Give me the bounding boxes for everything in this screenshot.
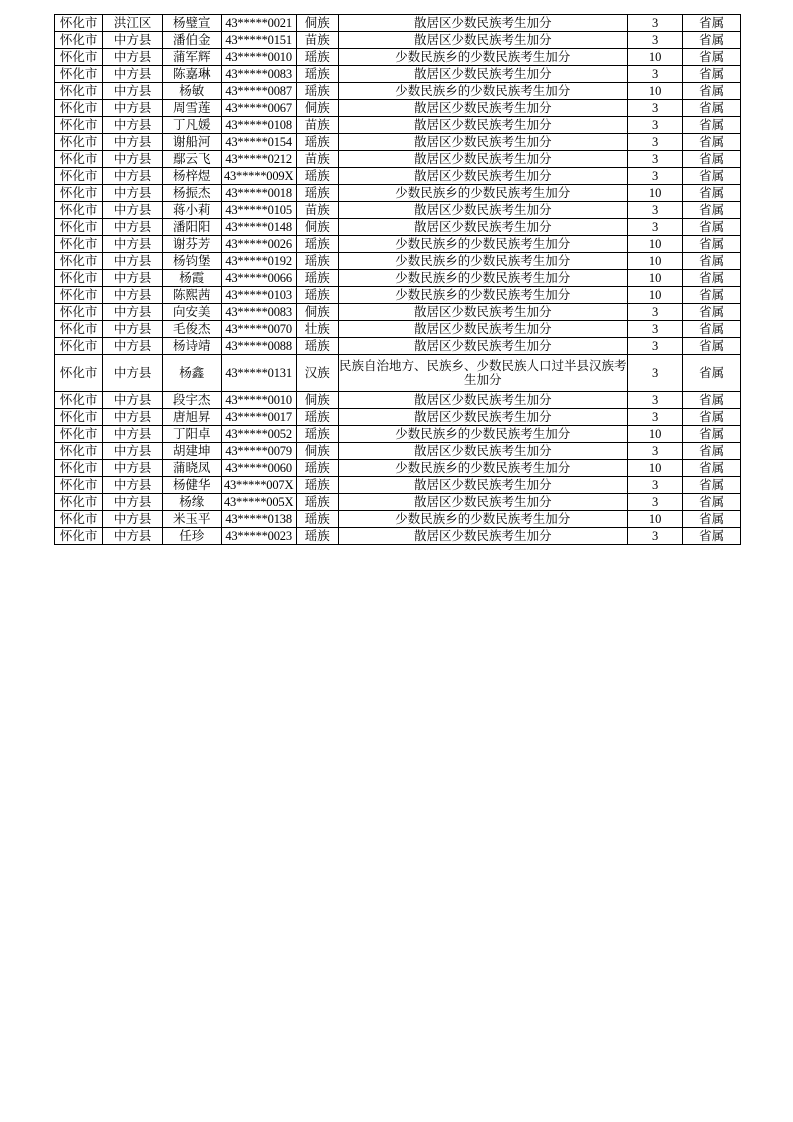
cell-id: 43*****0067 <box>221 100 296 117</box>
cell-id: 43*****0212 <box>221 151 296 168</box>
cell-county: 中方县 <box>103 528 163 545</box>
cell-name: 谢芬芳 <box>162 236 221 253</box>
candidate-bonus-table <box>54 14 741 545</box>
table-row <box>55 409 741 426</box>
cell-ethnicity: 瑶族 <box>296 83 338 100</box>
cell-level: 省属 <box>683 117 741 134</box>
cell-points: 10 <box>627 83 683 100</box>
cell-name: 杨鑫 <box>162 355 221 392</box>
table-row <box>55 185 741 202</box>
cell-id: 43*****0017 <box>221 409 296 426</box>
cell-ethnicity: 苗族 <box>296 151 338 168</box>
cell-city: 怀化市 <box>55 426 103 443</box>
cell-level: 省属 <box>683 477 741 494</box>
cell-points: 10 <box>627 287 683 304</box>
cell-reason: 少数民族乡的少数民族考生加分 <box>338 83 627 100</box>
cell-county: 中方县 <box>103 83 163 100</box>
cell-city: 怀化市 <box>55 202 103 219</box>
cell-reason: 散居区少数民族考生加分 <box>338 151 627 168</box>
cell-level: 省属 <box>683 355 741 392</box>
cell-level: 省属 <box>683 100 741 117</box>
cell-level: 省属 <box>683 443 741 460</box>
cell-city: 怀化市 <box>55 460 103 477</box>
cell-points: 3 <box>627 100 683 117</box>
cell-name: 陈熙茜 <box>162 287 221 304</box>
cell-points: 3 <box>627 392 683 409</box>
cell-id: 43*****0010 <box>221 49 296 66</box>
cell-city: 怀化市 <box>55 134 103 151</box>
table-row <box>55 443 741 460</box>
cell-city: 怀化市 <box>55 253 103 270</box>
cell-points: 3 <box>627 338 683 355</box>
cell-county: 中方县 <box>103 117 163 134</box>
cell-level: 省属 <box>683 219 741 236</box>
table-row <box>55 168 741 185</box>
table-row <box>55 460 741 477</box>
cell-reason: 散居区少数民族考生加分 <box>338 409 627 426</box>
table-row <box>55 511 741 528</box>
cell-points: 3 <box>627 528 683 545</box>
cell-city: 怀化市 <box>55 355 103 392</box>
cell-ethnicity: 侗族 <box>296 392 338 409</box>
table-row <box>55 477 741 494</box>
cell-level: 省属 <box>683 511 741 528</box>
cell-reason: 散居区少数民族考生加分 <box>338 392 627 409</box>
cell-level: 省属 <box>683 134 741 151</box>
cell-level: 省属 <box>683 151 741 168</box>
cell-county: 中方县 <box>103 253 163 270</box>
cell-county: 中方县 <box>103 185 163 202</box>
cell-points: 3 <box>627 219 683 236</box>
cell-level: 省属 <box>683 253 741 270</box>
cell-id: 43*****0010 <box>221 392 296 409</box>
table-row <box>55 253 741 270</box>
cell-county: 中方县 <box>103 443 163 460</box>
cell-name: 任珍 <box>162 528 221 545</box>
table-row <box>55 426 741 443</box>
cell-county: 洪江区 <box>103 15 163 32</box>
cell-id: 43*****0151 <box>221 32 296 49</box>
cell-level: 省属 <box>683 528 741 545</box>
cell-city: 怀化市 <box>55 270 103 287</box>
cell-city: 怀化市 <box>55 168 103 185</box>
cell-city: 怀化市 <box>55 304 103 321</box>
cell-name: 杨璧宣 <box>162 15 221 32</box>
cell-ethnicity: 瑶族 <box>296 49 338 66</box>
cell-id: 43*****0023 <box>221 528 296 545</box>
cell-city: 怀化市 <box>55 83 103 100</box>
table-row <box>55 151 741 168</box>
cell-reason: 散居区少数民族考生加分 <box>338 321 627 338</box>
cell-reason: 少数民族乡的少数民族考生加分 <box>338 185 627 202</box>
cell-id: 43*****0131 <box>221 355 296 392</box>
cell-reason: 散居区少数民族考生加分 <box>338 66 627 83</box>
cell-id: 43*****0079 <box>221 443 296 460</box>
cell-ethnicity: 瑶族 <box>296 168 338 185</box>
cell-level: 省属 <box>683 321 741 338</box>
cell-reason: 少数民族乡的少数民族考生加分 <box>338 270 627 287</box>
cell-points: 3 <box>627 202 683 219</box>
cell-county: 中方县 <box>103 338 163 355</box>
cell-name: 鄢云飞 <box>162 151 221 168</box>
cell-city: 怀化市 <box>55 392 103 409</box>
cell-points: 3 <box>627 443 683 460</box>
cell-name: 毛俊杰 <box>162 321 221 338</box>
cell-city: 怀化市 <box>55 338 103 355</box>
cell-reason: 民族自治地方、民族乡、少数民族人口过半县汉族考生加分 <box>338 355 627 392</box>
table-row <box>55 236 741 253</box>
cell-id: 43*****0105 <box>221 202 296 219</box>
cell-id: 43*****007X <box>221 477 296 494</box>
cell-id: 43*****0108 <box>221 117 296 134</box>
cell-name: 周雪莲 <box>162 100 221 117</box>
table-row <box>55 32 741 49</box>
cell-points: 3 <box>627 66 683 83</box>
cell-id: 43*****0018 <box>221 185 296 202</box>
cell-county: 中方县 <box>103 409 163 426</box>
cell-level: 省属 <box>683 409 741 426</box>
cell-name: 段宇杰 <box>162 392 221 409</box>
cell-city: 怀化市 <box>55 409 103 426</box>
table-row <box>55 117 741 134</box>
cell-ethnicity: 苗族 <box>296 117 338 134</box>
cell-ethnicity: 苗族 <box>296 202 338 219</box>
cell-county: 中方县 <box>103 151 163 168</box>
cell-county: 中方县 <box>103 304 163 321</box>
cell-ethnicity: 瑶族 <box>296 409 338 426</box>
table-row <box>55 270 741 287</box>
cell-city: 怀化市 <box>55 477 103 494</box>
cell-level: 省属 <box>683 202 741 219</box>
cell-city: 怀化市 <box>55 15 103 32</box>
cell-reason: 少数民族乡的少数民族考生加分 <box>338 253 627 270</box>
cell-name: 潘阳阳 <box>162 219 221 236</box>
cell-id: 43*****0066 <box>221 270 296 287</box>
cell-county: 中方县 <box>103 32 163 49</box>
cell-ethnicity: 瑶族 <box>296 511 338 528</box>
cell-county: 中方县 <box>103 477 163 494</box>
cell-points: 10 <box>627 236 683 253</box>
cell-reason: 散居区少数民族考生加分 <box>338 304 627 321</box>
cell-reason: 散居区少数民族考生加分 <box>338 168 627 185</box>
table-row <box>55 100 741 117</box>
cell-name: 向安美 <box>162 304 221 321</box>
cell-points: 3 <box>627 168 683 185</box>
cell-reason: 散居区少数民族考生加分 <box>338 117 627 134</box>
cell-reason: 散居区少数民族考生加分 <box>338 219 627 236</box>
cell-county: 中方县 <box>103 66 163 83</box>
cell-points: 3 <box>627 409 683 426</box>
cell-reason: 散居区少数民族考生加分 <box>338 477 627 494</box>
cell-id: 43*****0103 <box>221 287 296 304</box>
cell-reason: 少数民族乡的少数民族考生加分 <box>338 49 627 66</box>
cell-county: 中方县 <box>103 426 163 443</box>
table-row <box>55 66 741 83</box>
cell-name: 米玉平 <box>162 511 221 528</box>
cell-name: 潘伯金 <box>162 32 221 49</box>
cell-level: 省属 <box>683 168 741 185</box>
cell-level: 省属 <box>683 32 741 49</box>
cell-ethnicity: 瑶族 <box>296 528 338 545</box>
table-row <box>55 321 741 338</box>
cell-level: 省属 <box>683 426 741 443</box>
table-row <box>55 338 741 355</box>
cell-name: 丁阳卓 <box>162 426 221 443</box>
cell-city: 怀化市 <box>55 100 103 117</box>
cell-city: 怀化市 <box>55 494 103 511</box>
table-row <box>55 202 741 219</box>
table-row <box>55 49 741 66</box>
cell-ethnicity: 侗族 <box>296 304 338 321</box>
cell-reason: 少数民族乡的少数民族考生加分 <box>338 426 627 443</box>
table-row <box>55 15 741 32</box>
cell-county: 中方县 <box>103 355 163 392</box>
cell-id: 43*****005X <box>221 494 296 511</box>
cell-reason: 散居区少数民族考生加分 <box>338 443 627 460</box>
cell-ethnicity: 瑶族 <box>296 253 338 270</box>
cell-points: 3 <box>627 134 683 151</box>
cell-level: 省属 <box>683 460 741 477</box>
cell-ethnicity: 侗族 <box>296 100 338 117</box>
cell-reason: 散居区少数民族考生加分 <box>338 202 627 219</box>
table-row <box>55 392 741 409</box>
cell-points: 10 <box>627 49 683 66</box>
cell-city: 怀化市 <box>55 511 103 528</box>
cell-county: 中方县 <box>103 100 163 117</box>
cell-name: 杨诗靖 <box>162 338 221 355</box>
cell-id: 43*****0070 <box>221 321 296 338</box>
cell-name: 丁凡媛 <box>162 117 221 134</box>
cell-city: 怀化市 <box>55 219 103 236</box>
cell-reason: 散居区少数民族考生加分 <box>338 134 627 151</box>
cell-ethnicity: 瑶族 <box>296 477 338 494</box>
cell-city: 怀化市 <box>55 66 103 83</box>
cell-ethnicity: 瑶族 <box>296 66 338 83</box>
cell-city: 怀化市 <box>55 236 103 253</box>
table-row <box>55 304 741 321</box>
cell-level: 省属 <box>683 287 741 304</box>
table-row <box>55 355 741 392</box>
cell-level: 省属 <box>683 304 741 321</box>
cell-name: 杨敏 <box>162 83 221 100</box>
cell-name: 胡建坤 <box>162 443 221 460</box>
cell-ethnicity: 侗族 <box>296 15 338 32</box>
cell-id: 43*****0138 <box>221 511 296 528</box>
cell-points: 10 <box>627 185 683 202</box>
cell-level: 省属 <box>683 392 741 409</box>
table-row <box>55 287 741 304</box>
cell-points: 10 <box>627 511 683 528</box>
cell-city: 怀化市 <box>55 49 103 66</box>
cell-county: 中方县 <box>103 460 163 477</box>
cell-name: 杨振杰 <box>162 185 221 202</box>
table-row <box>55 219 741 236</box>
cell-reason: 散居区少数民族考生加分 <box>338 494 627 511</box>
cell-ethnicity: 苗族 <box>296 32 338 49</box>
cell-points: 10 <box>627 270 683 287</box>
cell-ethnicity: 侗族 <box>296 443 338 460</box>
cell-name: 杨梓煜 <box>162 168 221 185</box>
table-row <box>55 494 741 511</box>
cell-id: 43*****0060 <box>221 460 296 477</box>
cell-ethnicity: 瑶族 <box>296 460 338 477</box>
cell-county: 中方县 <box>103 202 163 219</box>
cell-points: 3 <box>627 355 683 392</box>
cell-level: 省属 <box>683 66 741 83</box>
cell-name: 蒲军辉 <box>162 49 221 66</box>
cell-id: 43*****0021 <box>221 15 296 32</box>
cell-reason: 少数民族乡的少数民族考生加分 <box>338 460 627 477</box>
cell-city: 怀化市 <box>55 443 103 460</box>
cell-reason: 散居区少数民族考生加分 <box>338 15 627 32</box>
cell-reason: 少数民族乡的少数民族考生加分 <box>338 511 627 528</box>
cell-city: 怀化市 <box>55 287 103 304</box>
cell-county: 中方县 <box>103 321 163 338</box>
cell-points: 10 <box>627 253 683 270</box>
cell-county: 中方县 <box>103 168 163 185</box>
cell-reason: 散居区少数民族考生加分 <box>338 32 627 49</box>
cell-county: 中方县 <box>103 392 163 409</box>
cell-ethnicity: 瑶族 <box>296 426 338 443</box>
cell-reason: 散居区少数民族考生加分 <box>338 338 627 355</box>
cell-city: 怀化市 <box>55 32 103 49</box>
cell-id: 43*****0083 <box>221 304 296 321</box>
cell-county: 中方县 <box>103 49 163 66</box>
cell-name: 杨钧堡 <box>162 253 221 270</box>
cell-ethnicity: 瑶族 <box>296 236 338 253</box>
cell-level: 省属 <box>683 494 741 511</box>
cell-id: 43*****0083 <box>221 66 296 83</box>
cell-name: 杨健华 <box>162 477 221 494</box>
cell-points: 3 <box>627 477 683 494</box>
cell-county: 中方县 <box>103 270 163 287</box>
cell-name: 蒲晓凤 <box>162 460 221 477</box>
cell-points: 3 <box>627 151 683 168</box>
cell-name: 谢船河 <box>162 134 221 151</box>
cell-reason: 散居区少数民族考生加分 <box>338 100 627 117</box>
cell-ethnicity: 汉族 <box>296 355 338 392</box>
cell-points: 3 <box>627 494 683 511</box>
cell-id: 43*****009X <box>221 168 296 185</box>
cell-level: 省属 <box>683 83 741 100</box>
cell-county: 中方县 <box>103 219 163 236</box>
table-row <box>55 528 741 545</box>
cell-name: 唐旭昇 <box>162 409 221 426</box>
cell-county: 中方县 <box>103 494 163 511</box>
cell-name: 陈嘉琳 <box>162 66 221 83</box>
cell-points: 3 <box>627 304 683 321</box>
cell-city: 怀化市 <box>55 151 103 168</box>
cell-id: 43*****0088 <box>221 338 296 355</box>
cell-county: 中方县 <box>103 236 163 253</box>
cell-points: 3 <box>627 117 683 134</box>
table-row <box>55 134 741 151</box>
table-row <box>55 83 741 100</box>
cell-ethnicity: 侗族 <box>296 219 338 236</box>
cell-level: 省属 <box>683 270 741 287</box>
cell-name: 杨缘 <box>162 494 221 511</box>
cell-reason: 少数民族乡的少数民族考生加分 <box>338 236 627 253</box>
cell-level: 省属 <box>683 49 741 66</box>
cell-reason: 少数民族乡的少数民族考生加分 <box>338 287 627 304</box>
cell-id: 43*****0192 <box>221 253 296 270</box>
cell-city: 怀化市 <box>55 528 103 545</box>
cell-reason: 散居区少数民族考生加分 <box>338 528 627 545</box>
cell-points: 3 <box>627 321 683 338</box>
cell-level: 省属 <box>683 338 741 355</box>
cell-ethnicity: 壮族 <box>296 321 338 338</box>
cell-county: 中方县 <box>103 287 163 304</box>
cell-id: 43*****0052 <box>221 426 296 443</box>
cell-level: 省属 <box>683 185 741 202</box>
cell-ethnicity: 瑶族 <box>296 270 338 287</box>
cell-id: 43*****0087 <box>221 83 296 100</box>
cell-id: 43*****0148 <box>221 219 296 236</box>
cell-points: 10 <box>627 426 683 443</box>
cell-points: 10 <box>627 460 683 477</box>
cell-ethnicity: 瑶族 <box>296 287 338 304</box>
cell-city: 怀化市 <box>55 117 103 134</box>
cell-county: 中方县 <box>103 511 163 528</box>
cell-county: 中方县 <box>103 134 163 151</box>
cell-city: 怀化市 <box>55 185 103 202</box>
cell-name: 蒋小莉 <box>162 202 221 219</box>
cell-ethnicity: 瑶族 <box>296 185 338 202</box>
cell-ethnicity: 瑶族 <box>296 494 338 511</box>
cell-id: 43*****0026 <box>221 236 296 253</box>
cell-city: 怀化市 <box>55 321 103 338</box>
cell-ethnicity: 瑶族 <box>296 134 338 151</box>
cell-id: 43*****0154 <box>221 134 296 151</box>
cell-ethnicity: 瑶族 <box>296 338 338 355</box>
cell-name: 杨霞 <box>162 270 221 287</box>
table-body <box>55 15 741 545</box>
cell-level: 省属 <box>683 15 741 32</box>
cell-points: 3 <box>627 32 683 49</box>
cell-level: 省属 <box>683 236 741 253</box>
cell-points: 3 <box>627 15 683 32</box>
